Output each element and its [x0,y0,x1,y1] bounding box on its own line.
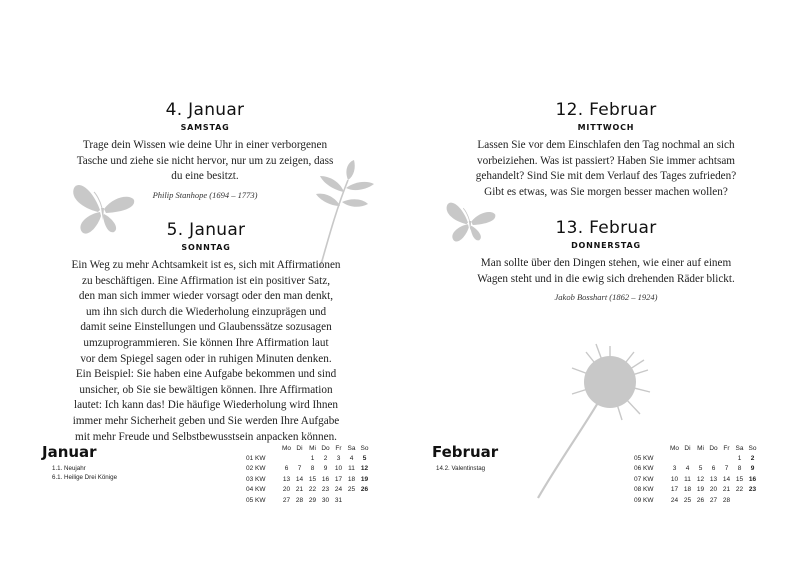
text-line: Tasche und ziehe sie nicht hervor, nur um zu zeigen, dass [76,154,334,167]
day-cell: 14 [722,475,731,483]
day-cell: 11 [684,475,691,483]
day-cell: 28 [295,496,304,504]
entry-date: 12. Februar [555,100,657,120]
day-header: Di [296,444,303,452]
calendar-week-row [634,485,759,496]
day-cell: 18 [683,486,692,494]
entry-jan-5 [38,220,374,445]
calendar-grid-january [246,443,371,506]
calendar-week-row [246,485,371,496]
day-cell [694,453,707,464]
text-line: Trage dein Wissen wie deine Uhr in einer verborgenen [82,139,328,151]
text-line: den man sich immer wieder vorsagt oder den man denkt, [78,290,334,303]
day-cell: 7 [297,465,302,473]
day-cell [280,453,293,464]
day-cell: 13 [282,475,291,483]
day-cell: 25 [683,496,692,504]
holiday-list [436,464,485,473]
calendar-week-row [246,474,371,485]
day-header: So [360,444,369,452]
day-cell: 9 [323,465,328,473]
entry-jan-4 [40,100,370,200]
day-cell: 31 [334,496,343,504]
week-number: 04 KW [246,486,266,494]
text-line: du eine besitzt. [171,170,239,183]
day-cell: 20 [282,486,291,494]
week-number: 02 KW [246,465,266,473]
calendar-header-row [634,443,759,453]
day-cell: 27 [282,496,291,504]
day-cell: 21 [295,486,304,494]
entry-text [38,258,374,445]
day-header: Mo [281,444,292,452]
text-line: vorbeiziehen. Was ist passiert? Haben Sie immer achtsam [477,154,735,167]
day-cell-sunday: 26 [360,486,369,494]
day-cell: 3 [336,454,341,462]
calendar-header-row [246,443,371,453]
entry-weekday: DONNERSTAG [571,241,641,250]
day-cell: 17 [670,486,679,494]
text-line: Gibt es etwas, was Sie morgen besser machen wollen? [484,185,728,198]
day-header: Do [321,444,330,452]
right-page [400,0,800,566]
entry-date: 5. Januar [166,220,246,240]
day-cell-sunday [358,495,371,506]
day-cell: 24 [670,496,679,504]
day-cell: 8 [310,465,315,473]
day-header: Sa [735,444,744,452]
entry-weekday: SAMSTAG [180,123,230,132]
day-header: Di [684,444,691,452]
entry-date: 13. Februar [555,218,657,238]
day-header: So [748,444,757,452]
kw-header [246,443,280,453]
day-cell: 6 [711,465,716,473]
day-cell: 17 [334,475,343,483]
entry-feb-12 [436,100,776,200]
kw-header [634,443,668,453]
day-cell: 13 [709,475,718,483]
day-cell-sunday: 23 [748,486,757,494]
entry-date: 4. Januar [165,100,245,120]
day-cell: 1 [310,454,315,462]
day-cell: 26 [696,496,705,504]
day-cell: 3 [672,465,677,473]
day-cell: 22 [735,486,744,494]
week-number: 06 KW [634,465,654,473]
calendar-week-row [246,453,371,464]
day-cell: 1 [737,454,742,462]
day-cell: 30 [321,496,330,504]
day-cell: 19 [696,486,705,494]
text-line: um ihn sich durch die Wiederholung einzuprägen und [85,305,327,318]
holiday-item: 1.1. Neujahr [52,465,86,472]
day-cell: 20 [709,486,718,494]
day-cell: 5 [698,465,703,473]
calendar-week-row [634,474,759,485]
day-cell [733,495,746,506]
text-line: zu beschäftigen. Eine Affirmation ist ein positiver Satz, [81,274,331,287]
day-cell-sunday [746,495,759,506]
text-line: gehandelt? Sind Sie mit dem Verlauf des Tages zufrieden? [475,170,737,183]
day-cell [345,495,358,506]
text-line: Ein Beispiel: Sie haben eine Aufgabe bekommen und sind [75,368,337,381]
day-cell-sunday: 5 [362,454,367,462]
day-header: Mi [309,444,316,452]
text-line: lautet: Ich kann das! Die häufige Wiederholung wird Ihnen [73,399,339,412]
day-cell: 8 [737,465,742,473]
calendar-month-title: Januar [42,443,97,461]
day-cell [668,453,681,464]
week-number: 08 KW [634,486,654,494]
day-cell: 14 [295,475,304,483]
day-cell: 7 [724,465,729,473]
day-cell [681,453,694,464]
day-cell: 23 [321,486,330,494]
entry-text [436,138,776,200]
day-cell-sunday: 12 [360,465,369,473]
day-cell: 6 [284,465,289,473]
day-header: Do [709,444,718,452]
day-cell: 12 [696,475,705,483]
day-cell-sunday: 19 [360,475,369,483]
day-cell: 24 [334,486,343,494]
day-cell: 15 [308,475,317,483]
entry-citation: Jakob Bosshart (1862 – 1924) [554,292,658,303]
holiday-item: 14.2. Valentinstag [436,465,486,472]
day-cell: 25 [347,486,356,494]
calendar-week-row [634,495,759,506]
day-cell: 18 [347,475,356,483]
week-number: 05 KW [246,496,266,504]
calendar-grid-february [634,443,759,506]
day-header: Mo [669,444,680,452]
day-cell: 2 [323,454,328,462]
calendar-week-row [246,464,371,475]
day-cell [293,453,306,464]
holiday-item: 6.1. Heilige Drei Könige [52,474,118,481]
entry-weekday: MITTWOCH [577,123,635,132]
text-line: unsicher, ob Sie sie bewältigen können. Ihre Affirmation [79,383,333,396]
text-line: Man sollte über den Dingen stehen, wie einer auf einem [480,257,732,269]
entry-text [40,138,370,185]
text-line: vor dem Spiegel sagen oder in ruhigen Minuten denken. [80,352,332,365]
day-cell: 11 [348,465,355,473]
week-number: 05 KW [634,454,654,462]
holiday-list [52,464,117,482]
week-number: 09 KW [634,496,654,504]
text-line: Lassen Sie vor dem Einschlafen den Tag nochmal an sich [477,139,735,151]
day-header: Mi [697,444,704,452]
day-cell: 10 [670,475,679,483]
day-cell-sunday: 9 [750,465,755,473]
calendar-week-row [634,464,759,475]
day-header: Fr [335,444,342,452]
week-number: 03 KW [246,475,266,483]
entry-feb-13 [436,218,776,302]
calendar-week-row [634,453,759,464]
day-cell-sunday: 2 [750,454,755,462]
day-cell [707,453,720,464]
day-cell: 4 [685,465,690,473]
entry-text [436,256,776,287]
day-cell [720,453,733,464]
text-line: umzuprogrammieren. Sie können Ihre Affirmation laut [83,336,329,349]
day-cell: 27 [709,496,718,504]
calendar-month-title: Februar [432,443,499,461]
day-cell: 15 [735,475,744,483]
day-cell: 16 [321,475,330,483]
day-cell: 22 [308,486,317,494]
text-line: damit seine Einstellungen und Glaubenssätze sozusagen [80,321,332,334]
text-line: mit mehr Freude und Selbstbewusstsein anpacken können. [75,430,337,443]
week-number: 01 KW [246,454,266,462]
day-cell-sunday: 16 [748,475,757,483]
day-header: Sa [347,444,356,452]
text-line: immer mehr Sicherheit geben und Sie werden Ihre Aufgabe [72,414,340,427]
day-cell: 10 [334,465,343,473]
day-cell: 4 [349,454,354,462]
week-number: 07 KW [634,475,654,483]
text-line: Ein Weg zu mehr Achtsamkeit ist es, sich mit Affirmationen [71,259,341,271]
day-header: Fr [723,444,730,452]
day-cell: 21 [722,486,731,494]
calendar-week-row [246,495,371,506]
entry-weekday: SONNTAG [181,243,231,252]
text-line: Wagen steht und in die ewig sich drehenden Räder blickt. [477,272,735,285]
entry-citation: Philip Stanhope (1694 – 1773) [152,189,258,200]
day-cell: 29 [308,496,317,504]
day-cell: 28 [722,496,731,504]
